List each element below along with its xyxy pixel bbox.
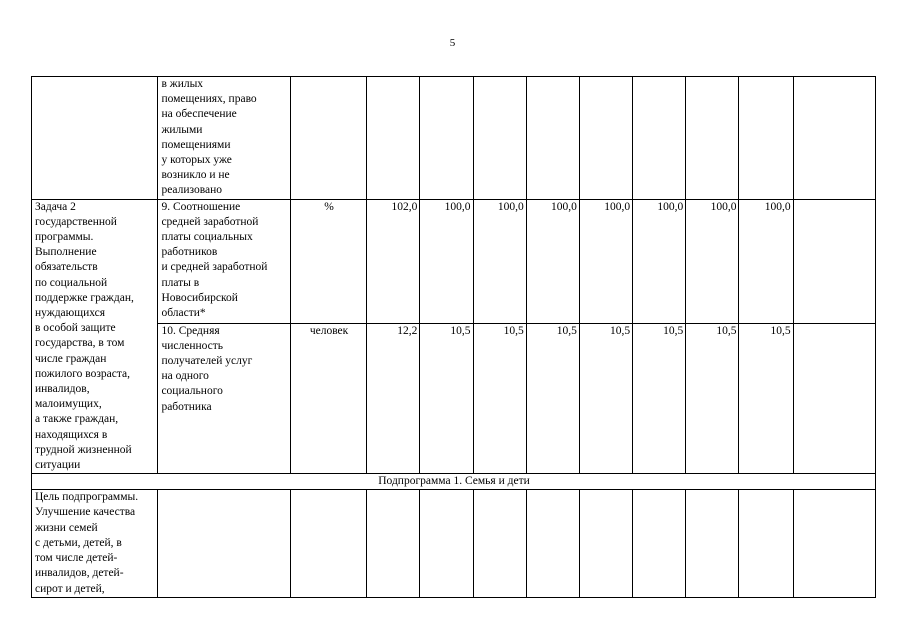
value-cell: 10,5 [473, 323, 526, 474]
indicator-10-name: 10. Средняя численность получателей услуг на одного социального работника [161, 324, 253, 413]
value-cell [579, 490, 632, 597]
value-cell: 10,5 [633, 323, 686, 474]
value-cell [579, 77, 632, 200]
value-cell [633, 77, 686, 200]
unit-cell [290, 77, 366, 200]
value-cell [367, 77, 420, 200]
subprogram-title: Подпрограмма 1. Семья и дети [32, 474, 876, 490]
value-cell: 10,5 [739, 323, 793, 474]
task-2-goal-cell [32, 199, 158, 474]
value-cell: 10,5 [579, 323, 632, 474]
value-cell [526, 77, 579, 200]
goal-cell-empty [32, 77, 158, 200]
value-cell: 100,0 [473, 199, 526, 323]
table-row-subprogram-header [32, 474, 876, 490]
indicator-text: в жилых помещениях, право на обеспечение жилыми помещениями у которых уже возникло и не реализовано [161, 78, 257, 197]
value-cell: 102,0 [367, 199, 420, 323]
page-number: 5 [449, 37, 456, 49]
indicator-cell [158, 199, 290, 323]
value-cell [739, 77, 793, 200]
value-cell [526, 490, 579, 597]
table-row-continuation [32, 77, 876, 200]
value-cell [420, 77, 473, 200]
value-cell: 100,0 [739, 199, 793, 323]
indicator-9-name: 9. Соотношение средней заработной платы социальных работников и средней заработной платы в Новосибирской области* [161, 200, 268, 320]
subprogram-goal-text: Цель подпрограммы. Улучшение качества жизни семей с детьми, детей, в том числе детей- инвалидов, детей- сирот и детей, [35, 491, 139, 595]
value-cell: 12,2 [367, 323, 420, 474]
value-cell: 10,5 [686, 323, 739, 474]
value-cell [473, 77, 526, 200]
unit-cell [290, 490, 366, 597]
value-cell: 100,0 [526, 199, 579, 323]
indicator-cell [158, 490, 290, 597]
note-cell [793, 490, 875, 597]
value-cell [367, 490, 420, 597]
note-cell [793, 199, 875, 323]
table-row-indicator-9 [32, 199, 876, 323]
value-cell: 100,0 [633, 199, 686, 323]
table-row-indicator-10 [32, 323, 876, 474]
value-cell [739, 490, 793, 597]
task-2-goal-text: Задача 2 государственной программы. Выполнение обязательств по социальной поддержке граждан, нуждающихся в особой защите государства, в том числе граждан пожилого возраста, инвалидов, малоимущих, а также граждан, находящихся в трудной жизненной ситуации [35, 200, 134, 472]
value-cell: 100,0 [420, 199, 473, 323]
unit-cell: человек [290, 323, 366, 474]
value-cell: 10,5 [420, 323, 473, 474]
unit-cell: % [290, 199, 366, 323]
value-cell [633, 490, 686, 597]
note-cell [793, 77, 875, 200]
value-cell: 100,0 [579, 199, 632, 323]
value-cell [686, 77, 739, 200]
value-cell [473, 490, 526, 597]
value-cell [420, 490, 473, 597]
indicator-cell [158, 77, 290, 200]
indicator-cell [158, 323, 290, 474]
value-cell [686, 490, 739, 597]
value-cell: 10,5 [526, 323, 579, 474]
indicators-table [31, 76, 876, 598]
subprogram-goal-cell [32, 490, 158, 597]
value-cell: 100,0 [686, 199, 739, 323]
table-row-subprogram-goal [32, 490, 876, 597]
note-cell [793, 323, 875, 474]
